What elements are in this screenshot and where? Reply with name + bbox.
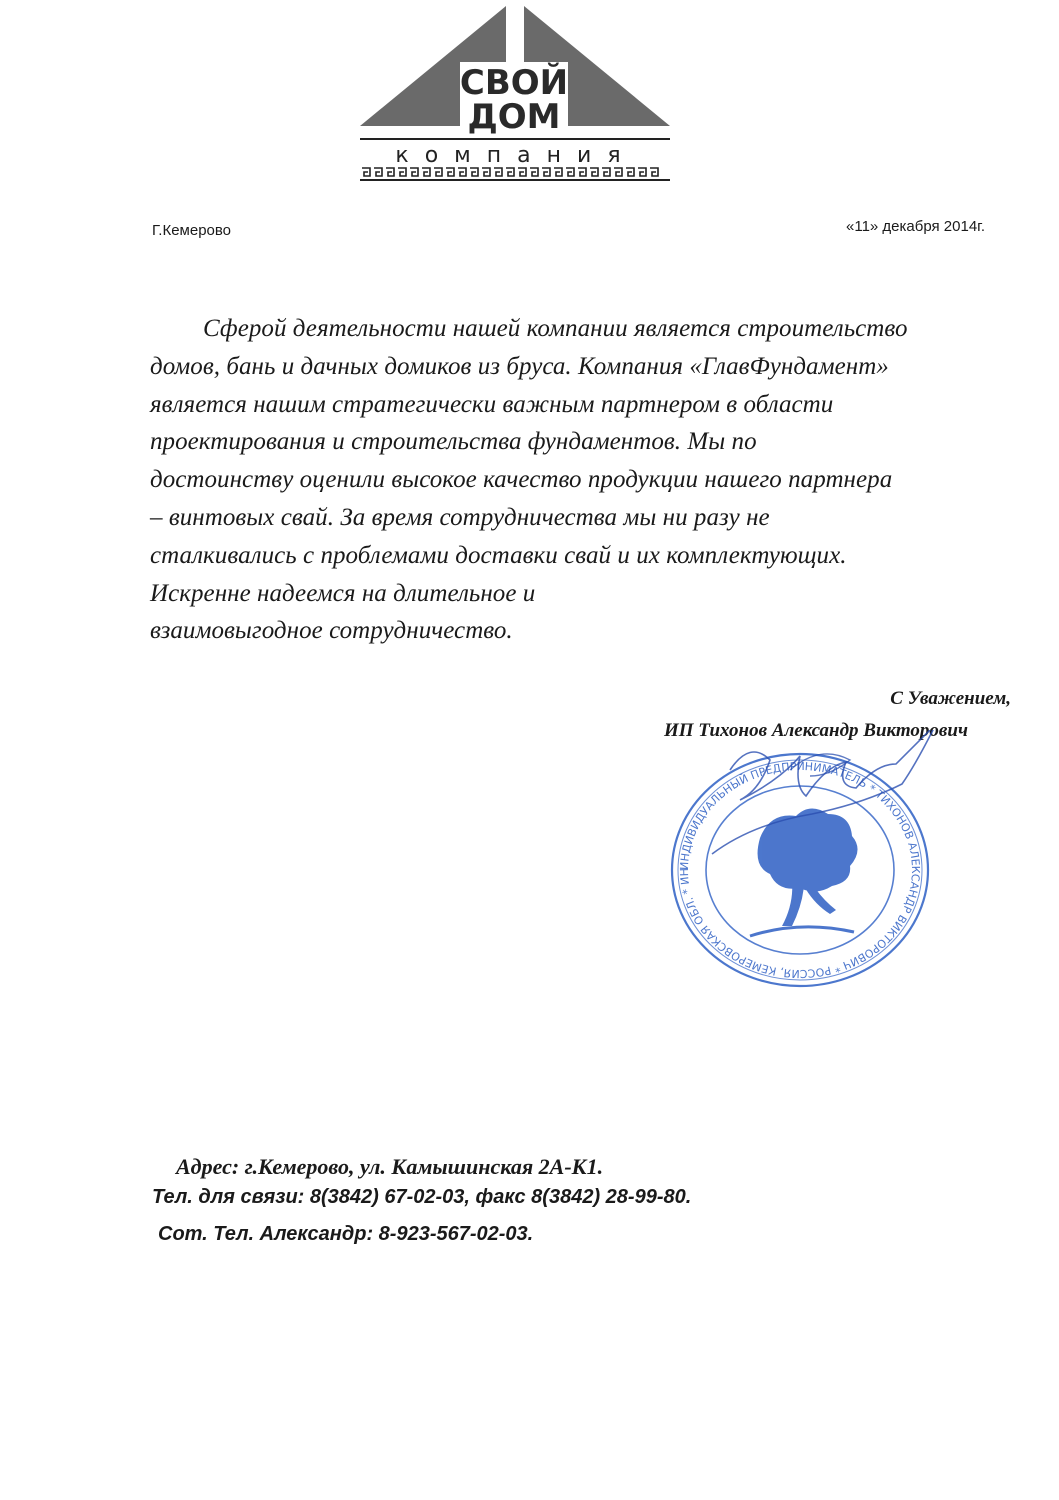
footer-mobile: Сот. Тел. Александр: 8-923-567-02-03. (158, 1223, 534, 1245)
body-line: – винтовых свай. За время сотрудничества мы ни разу не (150, 503, 770, 531)
signature-name: ИП Тихонов Александр Викторович (664, 720, 968, 741)
body-line: сталкивались с проблемами доставки свай и их комплектующих. (150, 541, 847, 569)
company-stamp (650, 730, 950, 1010)
signature-closing: С Уважением, (890, 688, 1011, 709)
footer-phone: Тел. для связи: 8(3842) 67-02-03, факс 8(3842) 28-99-80. (152, 1186, 692, 1208)
body-line: является нашим стратегически важным партнером в области (150, 390, 834, 418)
letter-date: «11» декабря 2014г. (846, 218, 985, 235)
body-line: проектирования и строительства фундаментов. Мы по (150, 428, 757, 456)
stamp-ring-text: ИНДИВИДУАЛЬНЫЙ ПРЕДПРИНИМАТЕЛЬ * ТИХОНОВ АЛЕКСАНДР ВИКТОРОВИЧ * РОССИЯ, КЕМЕРОВСКАЯ ОБЛ. * ИН (677, 759, 923, 981)
body-line: Сферой деятельности нашей компании является строительство (203, 315, 908, 342)
body-line: Искренне надеемся на длительное и (150, 579, 536, 607)
logo-line2: ДОМ (467, 97, 561, 137)
logo-subtitle: компания (395, 143, 637, 168)
footer-address: Адрес: г.Кемерово, ул. Камышинская 2А-К1. (176, 1154, 604, 1179)
company-logo (356, 2, 674, 184)
body-line: домов, бань и дачных домиков из бруса. Компания «ГлавФундамент» (150, 352, 889, 380)
tree-emblem-icon (750, 808, 858, 936)
body-line: достоинству оценили высокое качество продукции нашего партнера (150, 466, 893, 494)
logo-line1: СВОЙ (459, 63, 569, 103)
city-label: Г.Кемерово (152, 222, 232, 239)
letter-body (150, 310, 1020, 650)
body-line: взаимовыгодное сотрудничество. (150, 617, 513, 645)
